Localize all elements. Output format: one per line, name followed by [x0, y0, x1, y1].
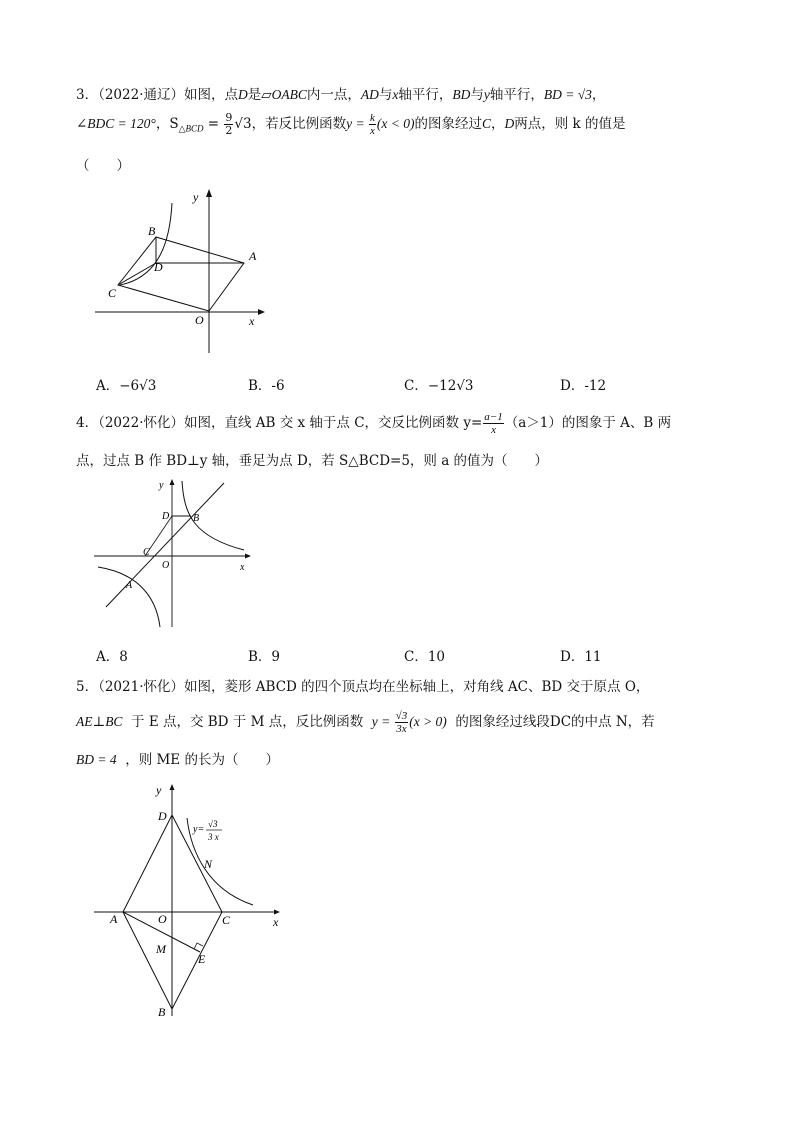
- q3-label-C: C: [108, 286, 117, 300]
- q3-BD-eq: BD = √3: [543, 87, 592, 102]
- q4-option-b[interactable]: B．9: [248, 649, 281, 665]
- q3-text: 是: [247, 87, 262, 103]
- q3-text: 与: [378, 87, 393, 103]
- q5-label-O: O: [158, 912, 167, 926]
- q4-option-c[interactable]: C．10: [404, 649, 446, 665]
- q4-func-den: x: [491, 424, 496, 436]
- q3-option-b[interactable]: B．-6: [248, 378, 285, 394]
- q4-label-B: B: [193, 513, 200, 524]
- q3-text: ，若反比例函数: [251, 116, 347, 132]
- q5-label-E: E: [198, 952, 206, 966]
- q3-func-num: k: [369, 112, 375, 124]
- q3-label-D: D: [154, 260, 163, 274]
- q5-label-D: D: [158, 809, 167, 823]
- q3-area-eq: =: [203, 116, 224, 132]
- q4-func-num: a−1: [484, 411, 503, 423]
- q3-option-c[interactable]: C．−12√3: [404, 378, 474, 394]
- q3-text: 3．（2022·通辽）如图，点: [76, 87, 238, 103]
- q5-line3: [76, 748, 279, 768]
- q5-label-x: x: [273, 915, 279, 929]
- q3-area-sub: △BCD: [178, 123, 204, 134]
- q4-label-D: D: [162, 511, 170, 522]
- q3-option-d[interactable]: D．-12: [560, 378, 607, 394]
- q5-label-C: C: [222, 913, 231, 927]
- q3-area-den: 2: [225, 124, 233, 137]
- q3-BD: BD: [452, 87, 471, 102]
- q3-label-x: x: [249, 314, 255, 328]
- q4-label-C: C: [143, 547, 150, 558]
- q5-figure: [90, 780, 290, 1020]
- q3-area-frac: [224, 112, 233, 137]
- q3-parallelogram: ▱OABC: [261, 87, 307, 102]
- q3-point-C: C: [481, 116, 491, 131]
- q3-text: 内一点，: [306, 87, 361, 103]
- q5-func-num: √3: [395, 710, 408, 722]
- q5-line2: [76, 710, 655, 735]
- q3-text: 轴平行，: [489, 87, 544, 103]
- q5-BD-eq: BD = 4: [76, 752, 117, 767]
- q5-text: 的图象经过线段DC的中点 N，若: [446, 714, 655, 730]
- q3-x: x: [392, 87, 399, 102]
- q4-label-x: x: [240, 562, 245, 573]
- q3-option-a[interactable]: A．−6√3: [96, 378, 157, 394]
- q3-label-B: B: [148, 224, 156, 238]
- q5-AE-perp: AE⊥BC: [76, 714, 123, 729]
- q3-paren: （ ）: [76, 158, 130, 174]
- q3-line1: [76, 83, 605, 103]
- q3-AD: AD: [360, 87, 379, 102]
- q3-text: 两点，则 k 的值是: [514, 116, 626, 132]
- q5-func-frac: [395, 710, 409, 735]
- q4-text: 4．（2022·怀化）如图，直线 AB 交 x 轴于点 C，交反比例函数 y=: [76, 415, 483, 431]
- q5-label-M: M: [156, 942, 166, 956]
- q3-text: 与: [470, 87, 484, 103]
- q3-label-y: y: [193, 190, 199, 204]
- q5-func-label-num: √3: [208, 819, 218, 829]
- q3-label-O: O: [195, 313, 204, 327]
- q3-figure: [90, 185, 270, 360]
- q4-func-frac: [483, 411, 503, 436]
- q4-label-A: A: [126, 580, 133, 591]
- q3-text: ，: [490, 116, 505, 132]
- q3-angle: ∠BDC = 120°: [76, 116, 156, 131]
- q5-func-label-y: y=: [193, 824, 205, 835]
- q3-point-D: D: [238, 87, 248, 102]
- q3-text: 的图象经过: [414, 116, 482, 132]
- q5-func-dom: (x > 0): [409, 714, 447, 729]
- q3-label-A: A: [249, 249, 257, 263]
- q5-line1: 5．（2021·怀化）如图，菱形 ABCD 的四个顶点均在坐标轴上，对角线 AC、BD 交于原点 O，: [76, 679, 650, 695]
- q4-line1: [76, 411, 671, 436]
- q3-text: ，: [591, 87, 606, 103]
- q3-point-D2: D: [504, 116, 515, 131]
- q4-option-a[interactable]: A．8: [96, 649, 128, 665]
- q5-func-y: y =: [371, 714, 394, 729]
- q4-text: （a＞1）的图象于 A、B 两: [504, 415, 672, 431]
- q5-label-A: A: [110, 912, 118, 926]
- q5-label-B: B: [158, 1005, 166, 1019]
- q3-func-den: x: [369, 125, 375, 137]
- q3-area-num: 9: [225, 111, 233, 124]
- q5-func-den: 3x: [396, 723, 407, 735]
- q5-text: 于 E 点，交 BD 于 M 点，反比例函数: [122, 714, 372, 730]
- q4-label-y: y: [159, 480, 164, 491]
- q3-func-y: y =: [346, 116, 368, 131]
- q4-line2: 点，过点 B 作 BD⊥y 轴，垂足为点 D，若 S△BCD=5，则 a 的值为（ ）: [76, 453, 549, 469]
- q5-func-label-den: 3 x: [208, 832, 219, 842]
- q4-figure: [90, 475, 255, 633]
- q3-func-dom: (x < 0): [376, 116, 415, 131]
- q4-label-O: O: [162, 560, 170, 571]
- q5-text: ，则 ME 的长为（ ）: [116, 752, 279, 768]
- q4-option-d[interactable]: D．11: [560, 649, 602, 665]
- q5-label-N: N: [204, 857, 213, 871]
- q3-area-tail: √3: [234, 116, 252, 132]
- q3-func-frac: [369, 112, 376, 137]
- q3-text: 轴平行，: [398, 87, 453, 103]
- q3-area-lhs: ，S: [155, 116, 179, 132]
- q5-label-y: y: [156, 783, 162, 797]
- q3-line2: [76, 112, 625, 137]
- q3-y: y: [483, 87, 490, 102]
